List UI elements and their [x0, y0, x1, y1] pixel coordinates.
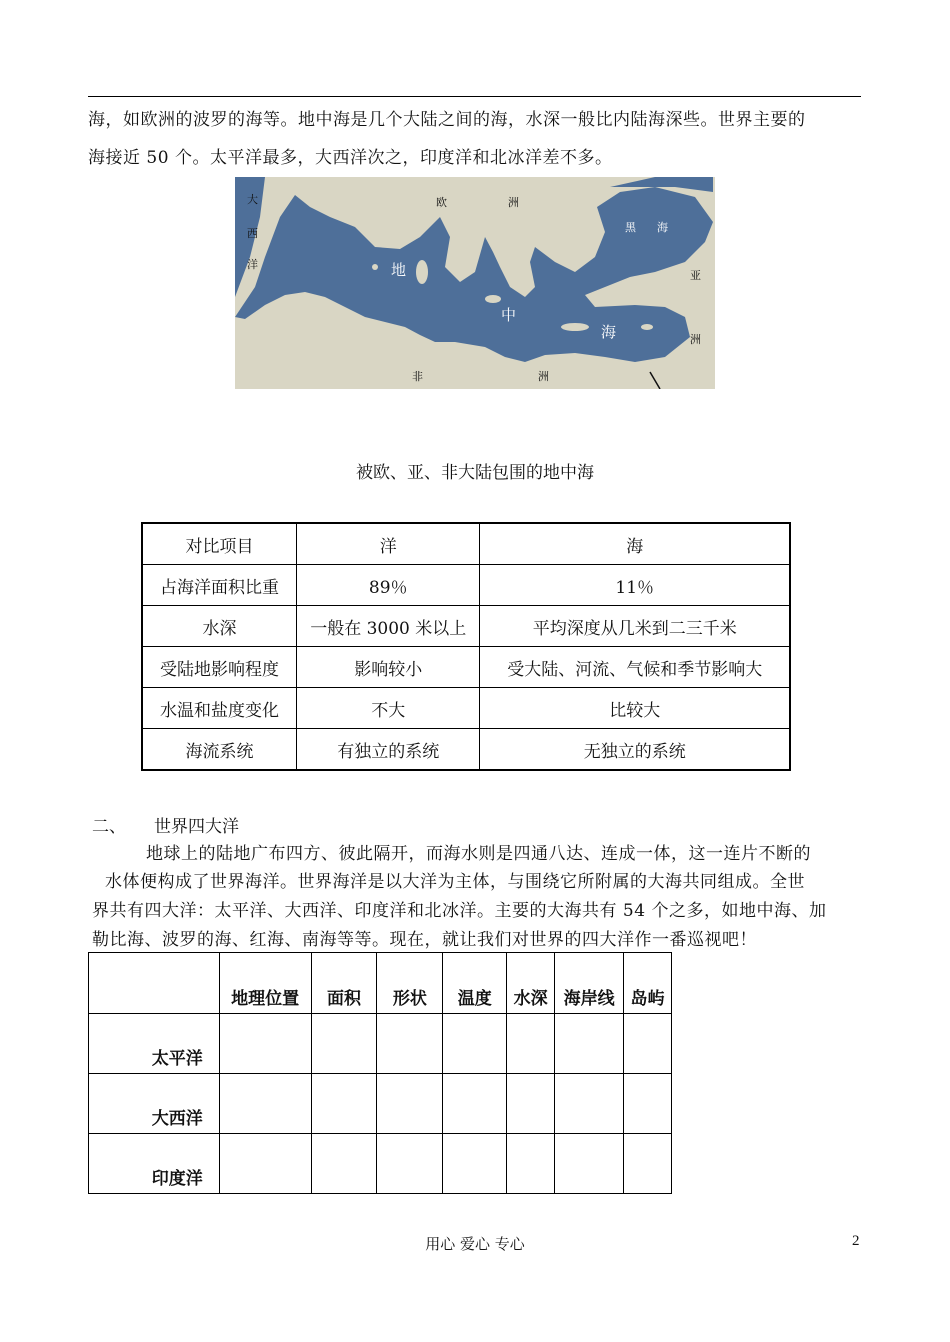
table-cell[interactable] [219, 1074, 311, 1134]
table-cell: 海流系统 [142, 729, 297, 771]
header-rule [88, 96, 861, 97]
table-cell: 受陆地影响程度 [142, 647, 297, 688]
map-label-africa-2: 洲 [538, 370, 549, 383]
table-cell[interactable] [507, 1074, 555, 1134]
table-row [142, 647, 790, 688]
table-cell: 无独立的系统 [480, 729, 790, 771]
table-cell: 比较大 [480, 688, 790, 729]
table-cell[interactable] [219, 1014, 311, 1074]
section-title: 世界四大洋 [154, 817, 239, 837]
table-cell: 水深 [507, 953, 555, 1014]
section-heading [92, 812, 239, 837]
body-line-2: 水体便构成了世界海洋。世界海洋是以大洋为主体，与围绕它所附属的大海共同组成。全世 [105, 872, 805, 892]
table-cell: 受大陆、河流、气候和季节影响大 [480, 647, 790, 688]
table-cell[interactable] [219, 1134, 311, 1194]
table-cell[interactable] [443, 1134, 507, 1194]
table-cell[interactable] [507, 1134, 555, 1194]
section-number: 二、 [92, 817, 126, 837]
map-label-blacksea-1: 黑 [625, 221, 636, 234]
map-label-med-3: 海 [601, 323, 617, 341]
table-cell: 对比项目 [142, 523, 297, 565]
table-cell: 水温和盐度变化 [142, 688, 297, 729]
row-label: 太平洋 [89, 1014, 220, 1074]
table-cell[interactable] [624, 1074, 672, 1134]
table-cell: 海 [480, 523, 790, 565]
map-label-africa-1: 非 [412, 370, 423, 383]
table-cell: 地理位置 [219, 953, 311, 1014]
intro-line-1: 海，如欧洲的波罗的海等。地中海是几个大陆之间的海，水深一般比内陆海深些。世界主要的 [88, 110, 806, 130]
table-cell: 89％ [297, 565, 480, 606]
table-cell: 不大 [297, 688, 480, 729]
table-cell: 海岸线 [555, 953, 624, 1014]
table-cell[interactable] [377, 1074, 443, 1134]
table-cell: 形状 [377, 953, 443, 1014]
table-row [142, 565, 790, 606]
table-cell[interactable] [555, 1014, 624, 1074]
table-cell[interactable] [443, 1014, 507, 1074]
table-cell: 有独立的系统 [297, 729, 480, 771]
body-line-3: 界共有四大洋：太平洋、大西洋、印度洋和北冰洋。主要的大海共有 54 个之多，如地中海、加 [92, 901, 827, 921]
row-label: 大西洋 [89, 1074, 220, 1134]
table-cell[interactable] [624, 1014, 672, 1074]
map-label-med-1: 地 [391, 261, 407, 279]
table-cell [89, 953, 220, 1014]
table-cell[interactable] [443, 1074, 507, 1134]
map-label-europe-1: 欧 [436, 196, 447, 209]
table-cell[interactable] [311, 1134, 377, 1194]
intro-line-2: 海接近 50 个。太平洋最多，大西洋次之，印度洋和北冰洋差不多。 [88, 148, 613, 168]
table-cell[interactable] [377, 1014, 443, 1074]
table-row [89, 1134, 672, 1194]
table-cell[interactable] [377, 1134, 443, 1194]
map-label-atlantic-3: 洋 [247, 258, 258, 271]
table-cell[interactable] [311, 1074, 377, 1134]
table-cell: 影响较小 [297, 647, 480, 688]
table-cell: 占海洋面积比重 [142, 565, 297, 606]
map-label-atlantic-2: 西 [247, 227, 258, 240]
table-row [142, 688, 790, 729]
table-cell[interactable] [507, 1014, 555, 1074]
four-oceans-table [88, 952, 672, 1194]
map-label-atlantic-1: 大 [247, 193, 258, 206]
table-cell[interactable] [555, 1074, 624, 1134]
table-row [89, 1014, 672, 1074]
table-row [142, 729, 790, 771]
page-number: 2 [852, 1233, 860, 1249]
map-label-blacksea-2: 海 [657, 221, 668, 234]
map-caption: 被欧、亚、非大陆包围的地中海 [356, 463, 594, 483]
table-cell[interactable] [624, 1134, 672, 1194]
table-cell: 平均深度从几米到二三千米 [480, 606, 790, 647]
row-label: 印度洋 [89, 1134, 220, 1194]
table-row [89, 1074, 672, 1134]
map-label-med-2: 中 [501, 306, 517, 324]
sea-ocean-comparison-table [141, 522, 791, 771]
table-cell: 岛屿 [624, 953, 672, 1014]
table-cell: 洋 [297, 523, 480, 565]
table-cell[interactable] [555, 1134, 624, 1194]
table-cell: 一般在 3000 米以上 [297, 606, 480, 647]
table-cell: 面积 [311, 953, 377, 1014]
map-label-asia-2: 洲 [690, 333, 701, 346]
map-label-asia-1: 亚 [690, 269, 701, 282]
table-header-row [142, 523, 790, 565]
body-line-4: 勒比海、波罗的海、红海、南海等等。现在，就让我们对世界的四大洋作一番巡视吧！ [92, 930, 757, 950]
table-row [142, 606, 790, 647]
page-footer: 用心 爱心 专心 [425, 1235, 525, 1253]
map-label-europe-2: 洲 [508, 196, 519, 209]
table-cell: 水深 [142, 606, 297, 647]
mediterranean-map [235, 177, 715, 389]
table-cell: 11％ [480, 565, 790, 606]
table-cell: 温度 [443, 953, 507, 1014]
table-cell[interactable] [311, 1014, 377, 1074]
body-line-1: 地球上的陆地广布四方、彼此隔开，而海水则是四通八达、连成一体，这一连片不断的 [146, 844, 811, 864]
table-header-row [89, 953, 672, 1014]
